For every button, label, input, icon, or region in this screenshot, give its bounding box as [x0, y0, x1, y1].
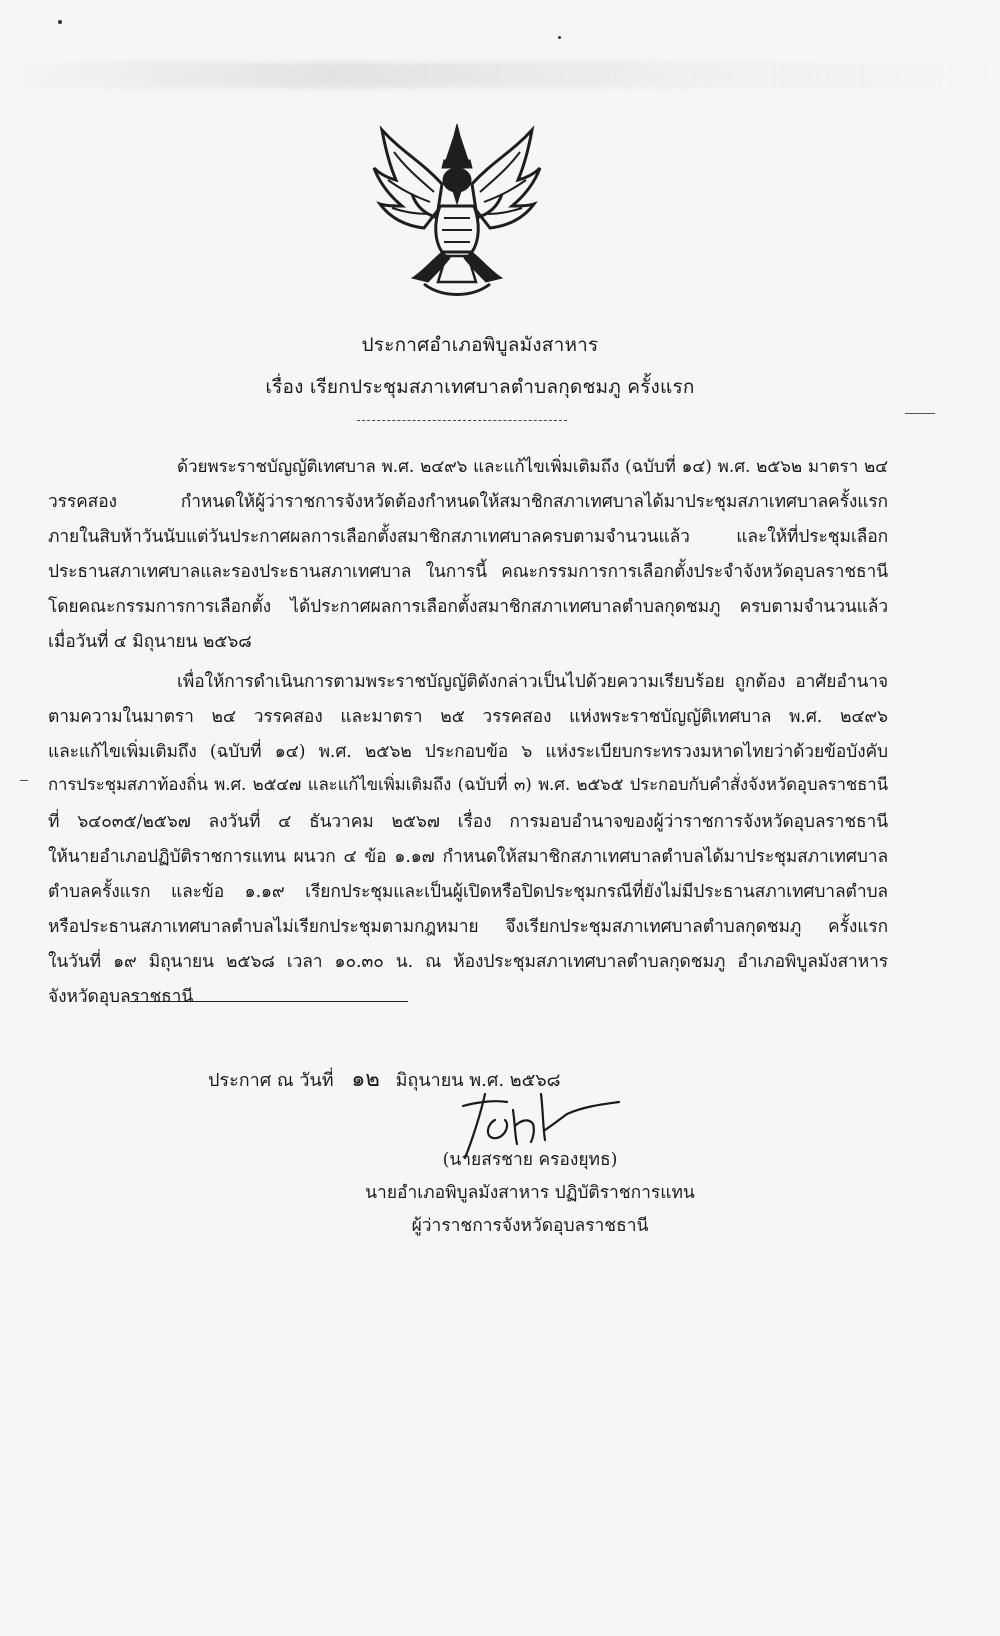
body-line: ด้วยพระราชบัญญัติเทศบาล พ.ศ. ๒๔๙๖ และแก้ไขเพิ่มเติมถึง (ฉบับที่ ๑๔) พ.ศ. ๒๕๖๒ มาตรา ๒๔: [177, 457, 888, 477]
body-line: โดยคณะกรรมการการเลือกตั้ง ได้ประกาศผลการเลือกตั้งสมาชิกสภาเทศบาลตำบลกุดชมภู ครบตามจำนวนแล้ว: [48, 597, 888, 617]
scan-speck: [558, 36, 561, 39]
body-line: เพื่อให้การดำเนินการตามพระราชบัญญัติดังกล่าวเป็นไปด้วยความเรียบร้อย ถูกต้อง อาศัยอำนาจ: [177, 672, 888, 692]
body-line: และแก้ไขเพิ่มเติมถึง (ฉบับที่ ๑๔) พ.ศ. ๒๕๖๒ ประกอบข้อ ๖ แห่งระเบียบกระทรวงมหาดไทยว่าด้วยข้อบังคับ: [48, 742, 888, 762]
body-line: ตามความในมาตรา ๒๔ วรรคสอง และมาตรา ๒๕ วรรคสอง แห่งพระราชบัญญัติเทศบาล พ.ศ. ๒๔๙๖: [48, 707, 888, 727]
announcement-suffix: มิถุนายน พ.ศ. ๒๕๖๘: [395, 1070, 561, 1091]
body-line: วรรคสอง กำหนดให้ผู้ว่าราชการจังหวัดต้องกำหนดให้สมาชิกสภาเทศบาลได้มาประชุมสภาเทศบาลครั้งแรก: [48, 492, 888, 512]
body-line: ในวันที่ ๑๙ มิถุนายน ๒๕๖๘ เวลา ๑๐.๓๐ น. ณ ห้องประชุมสภาเทศบาลตำบลกุดชมภู อำเภอพิบูลมังสาหาร: [48, 952, 888, 972]
body-line: การประชุมสภาท้องถิ่น พ.ศ. ๒๕๔๗ และแก้ไขเพิ่มเติมถึง (ฉบับที่ ๓) พ.ศ. ๒๕๖๕ ประกอบกับคำสั่งจังหวัดอุบลราชธานี: [48, 774, 888, 794]
separator: [357, 420, 567, 421]
body-line: ภายในสิบห้าวันนับแต่วันประกาศผลการเลือกตั้งสมาชิกสภาเทศบาลครบตามจำนวนแล้ว และให้ที่ประชุมเลือก: [48, 527, 888, 547]
margin-mark: [20, 780, 28, 781]
announcement-prefix: ประกาศ ณ วันที่: [208, 1070, 334, 1091]
signatory-on-behalf: ผู้ว่าราชการจังหวัดอุบลราชธานี: [411, 1216, 649, 1236]
body-line: จังหวัดอุบลราชธานี: [48, 987, 194, 1007]
body-line: ให้นายอำเภอปฏิบัติราชการแทน ผนวก ๔ ข้อ ๑.๑๗ กำหนดให้สมาชิกสภาเทศบาลตำบลได้มาประชุมสภาเทศบาล: [48, 847, 888, 867]
signatory-name: (นายสรชาย ครองยุทธ): [442, 1150, 618, 1170]
subject-line: เรื่อง เรียกประชุมสภาเทศบาลตำบลกุดชมภู ครั้งแรก: [265, 376, 695, 398]
signatory-position: นายอำเภอพิบูลมังสาหาร ปฏิบัติราชการแทน: [365, 1183, 695, 1203]
body-line: ประธานสภาเทศบาลและรองประธานสภาเทศบาล ในการนี้ คณะกรรมการการเลือกตั้งประจำจังหวัดอุบลราชธานี: [48, 562, 888, 582]
garuda-emblem-icon: [372, 122, 542, 298]
scan-speck: [58, 20, 62, 24]
body-line: ตำบลครั้งแรก และข้อ ๑.๑๙ เรียกประชุมและเป็นผู้เปิดหรือปิดประชุมกรณีที่ยังไม่มีประธานสภาเทศบาลตำบล: [48, 882, 888, 902]
margin-mark: [905, 413, 935, 414]
page-title: ประกาศอำเภอพิบูลมังสาหาร: [361, 334, 599, 356]
announcement-day: ๑๒: [351, 1067, 380, 1092]
body-line: หรือประธานสภาเทศบาลตำบลไม่เรียกประชุมตามกฎหมาย จึงเรียกประชุมสภาเทศบาลตำบลกุดชมภู ครั้งแรก: [48, 917, 888, 937]
scan-artifact-streak: [0, 62, 1000, 88]
body-line: ที่ ๖๔๐๓๕/๒๕๖๗ ลงวันที่ ๔ ธันวาคม ๒๕๖๗ เรื่อง การมอบอำนาจของผู้ว่าราชการจังหวัดอุบลราชธานี: [48, 812, 888, 832]
body-line: เมื่อวันที่ ๔ มิถุนายน ๒๕๖๘: [48, 632, 252, 652]
